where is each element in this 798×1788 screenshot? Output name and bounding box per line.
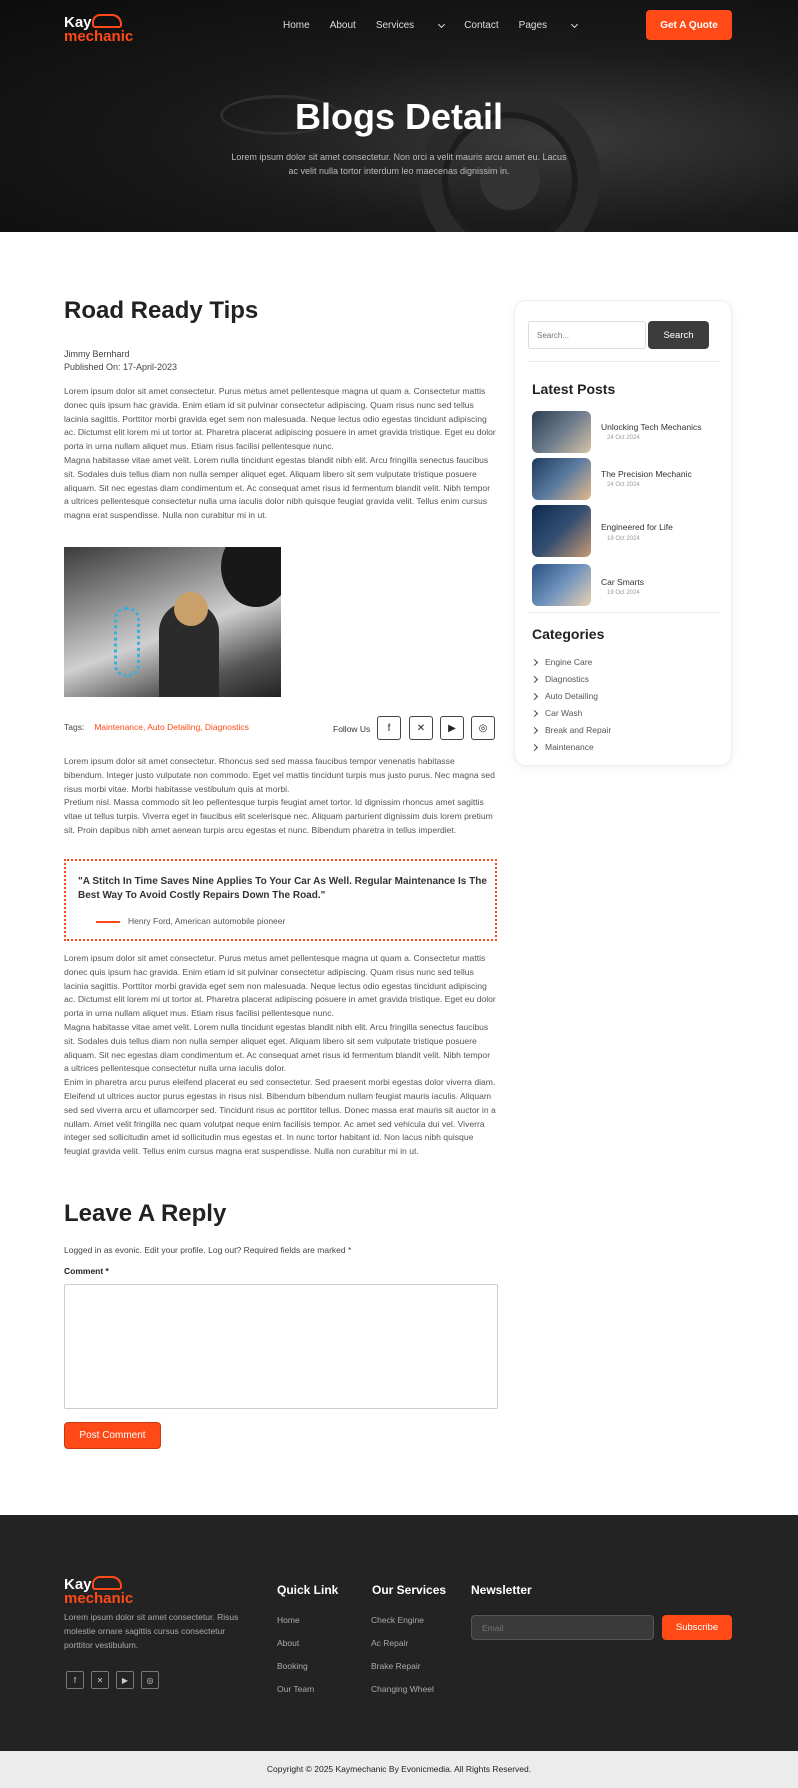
logo-word-2: mechanic: [64, 1590, 134, 1607]
footer-service-check-engine[interactable]: Check Engine: [371, 1615, 424, 1625]
car-icon: [92, 14, 122, 28]
post-image: [64, 547, 281, 697]
post-comment-button[interactable]: Post Comment: [64, 1422, 161, 1449]
youtube-icon[interactable]: ▶: [440, 716, 464, 740]
footer-link-booking[interactable]: Booking: [277, 1661, 308, 1671]
paragraph-5: Lorem ipsum dolor sit amet consectetur. Purus metus amet pellentesque magna ut quam a. Consectetur mattis donec quis ipsum hac gravida. Enim etiam id sit pulvinar consectetur adipiscing. Quam risus nunc sed tellus lacinia sagittis. Porttitor morbi gravida eget sem non malesuada. Neque lectus odio egestas tincidunt adipiscing ac. Dictumst elit lorem mi ut tortor at. Pharetra placerat adipiscing posuere in amet gravida tristique. Eget eu dolor porta in urna nullam aliquet mus. Etiam risus facilisi pellentesque nunc.: [64, 953, 496, 1019]
post-paragraph: [64, 385, 496, 523]
chevron-right-icon: [531, 692, 538, 699]
paragraph-4: Pretium nisl. Massa commodo sit leo pellentesque turpis feugiat amet tortor. Id dignissim rhoncus amet sagittis vitae ut tellus turpis. Viverra eget in faucibus elit scelerisque nec. Aliquam parturient dignissim duis lorem pretium sit. Proin dapibus nibh amet aenean turpis arcu egestas et nunc. Bibendum pharetra in tellus imperdiet.: [64, 797, 493, 835]
quick-link-title: Quick Link: [277, 1583, 339, 1597]
nav-services-label: Services: [375, 20, 415, 31]
post-meta: [64, 348, 177, 374]
chevron-down-icon: [571, 20, 578, 27]
latest-post-item[interactable]: [532, 505, 707, 557]
search-button[interactable]: Search: [648, 321, 709, 349]
category-item[interactable]: [532, 691, 598, 701]
instagram-icon[interactable]: ◎: [471, 716, 495, 740]
quote-author: Henry Ford, American automobile pioneer: [128, 916, 286, 926]
newsletter-email-input[interactable]: [471, 1615, 654, 1640]
category-item[interactable]: [532, 742, 594, 752]
quote-text: "A Stitch In Time Saves Nine Applies To Your Car As Well. Regular Maintenance Is The Best Way To Avoid Costly Repairs Down The Road.": [78, 876, 487, 901]
categories-title: Categories: [532, 626, 605, 642]
footer-service-ac-repair[interactable]: Ac Repair: [371, 1638, 409, 1648]
youtube-icon[interactable]: ▶: [116, 1671, 134, 1689]
nav-contact[interactable]: Contact: [464, 20, 499, 31]
car-icon: [92, 1576, 122, 1590]
divider: [528, 361, 720, 362]
latest-post-title: Car Smarts: [601, 577, 644, 587]
paragraph-1: Lorem ipsum dolor sit amet consectetur. Purus metus amet pellentesque magna ut quam a. Consectetur mattis donec quis ipsum hac gravida. Enim etiam id sit pulvinar consectetur adipiscing. Quam risus nunc sed tellus lacinia sagittis. Porttitor morbi gravida eget sem non malesuada. Neque lectus odio egestas tincidunt adipiscing ac. Dictumst elit lorem mi ut tortor at. Pharetra placerat adipiscing posuere in amet gravida tristique. Eget eu dolor porta in urna nullam aliquet mus. Etiam risus facilisi pellentesque nunc.: [64, 386, 496, 452]
latest-post-item[interactable]: [532, 411, 707, 457]
post-thumbnail: [532, 458, 591, 500]
category-item[interactable]: [532, 725, 611, 735]
get-quote-button[interactable]: Get A Quote: [646, 10, 732, 40]
chevron-right-icon: [531, 743, 538, 750]
chevron-down-icon: [438, 20, 445, 27]
quote-accent-line: [96, 921, 120, 923]
latest-post-title: Engineered for Life: [601, 522, 673, 532]
tags-links[interactable]: Maintenance, Auto Detailing, Diagnostics: [94, 722, 249, 732]
reply-title: Leave A Reply: [64, 1200, 227, 1227]
search-input[interactable]: [528, 321, 646, 349]
main-nav: [283, 20, 597, 31]
category-label: Break and Repair: [545, 725, 612, 735]
nav-about[interactable]: About: [329, 20, 356, 31]
mechanic-head-shape: [174, 592, 208, 626]
latest-post-item[interactable]: [532, 458, 707, 504]
our-services-title: Our Services: [372, 1583, 447, 1597]
nav-services[interactable]: [376, 20, 444, 31]
facebook-icon[interactable]: f: [377, 716, 401, 740]
blockquote: [64, 859, 497, 941]
category-label: Diagnostics: [545, 674, 589, 684]
footer-description: Lorem ipsum dolor sit amet consectetur. Risus molestie ornare sagittis cursus consectetur porttitor vestibulum.: [64, 1612, 239, 1650]
footer-link-about[interactable]: About: [277, 1638, 300, 1648]
paragraph-6: Magna habitasse vitae amet velit. Lorem nulla tincidunt egestas blandit nibh elit. Arcu fringilla senectus faucibus sit. Sodales duis tellus diam non nulla semper aliquet eget. Aliquam libero sit sem vulputate tristique posuere aliquam. Sit nec egestas diam condimentum et. Ac consequat amet risus id fermentum blandit velit. Nibh tempor a ultrices pellentesque consectetur nulla urna iaculis dolor.: [64, 1021, 491, 1074]
post-paragraph-3: [64, 952, 496, 1159]
footer-link-home[interactable]: Home: [277, 1615, 300, 1625]
facebook-icon[interactable]: f: [66, 1671, 84, 1689]
category-item[interactable]: [532, 657, 592, 667]
air-hose-shape: [114, 607, 140, 677]
comment-label: Comment *: [64, 1266, 109, 1276]
logo-word-1: Kay: [64, 1576, 92, 1593]
category-item[interactable]: [532, 674, 589, 684]
logo-word-1: Kay: [64, 14, 92, 31]
post-tags: [64, 722, 249, 732]
footer-link-team[interactable]: Our Team: [277, 1684, 315, 1694]
latest-post-date: 19 Oct 2024: [607, 536, 640, 542]
post-author: Jimmy Bernhard: [64, 349, 130, 359]
chevron-right-icon: [531, 658, 538, 665]
site-logo[interactable]: [64, 16, 133, 44]
paragraph-3: Lorem ipsum dolor sit amet consectetur. Rhoncus sed sed massa faucibus tempor venenatis habitasse bibendum. Integer justo vulputate non commodo. Eget vel mattis tincidunt turpis mus justo purus. Nec magna sed risus morbi vitae. Morbi habitasse vestibulum quis at morbi.: [64, 756, 495, 794]
post-date: Published On: 17-April-2023: [64, 362, 178, 372]
latest-post-date: 24 Oct 2024: [607, 435, 640, 441]
divider: [528, 612, 720, 613]
page-title: Blogs Detail: [294, 96, 504, 137]
post-thumbnail: [532, 411, 591, 453]
follow-label: Follow Us: [333, 724, 371, 734]
chevron-right-icon: [531, 675, 538, 682]
instagram-icon[interactable]: ◎: [141, 1671, 159, 1689]
post-title: Road Ready Tips: [64, 297, 259, 324]
paragraph-7: Enim in pharetra arcu purus eleifend placerat eu sed consectetur. Sed praesent morbi egestas dolor viverra diam. Eleifend ut ultrices auctor purus egestas in risus nisl. Bibendum bibendum nullam feugiat mauris iaculis. Aliquam sed sed viverra arcu et ullamcorper sed. Tincidunt risus ac porttitor tellus. Donec massa erat mauris sit auctor in a nullam. Amet velit fringilla nec quam volutpat neque enim facilisis tempor. Ac amet sed vehicula dui vel. Viverra integer sed sollicitudin amet id sollicitudin mus egestas et. In nunc tortor habitant id. Non lacus nibh quisque feugiat gravida velit. Tellus enim cursus magna erat suspendisse. Nulla non curabitur mi in ut.: [64, 1077, 496, 1157]
latest-post-title: The Precision Mechanic: [601, 469, 692, 479]
category-label: Maintenance: [545, 742, 594, 752]
chevron-right-icon: [531, 709, 538, 716]
latest-post-title: Unlocking Tech Mechanics: [601, 422, 702, 432]
category-label: Auto Detailing: [545, 691, 598, 701]
nav-home[interactable]: Home: [283, 20, 310, 31]
post-thumbnail: [532, 564, 591, 606]
tags-label: Tags:: [64, 722, 85, 732]
latest-post-date: 24 Oct 2024: [607, 482, 640, 488]
logo-word-2: mechanic: [64, 28, 134, 45]
category-item[interactable]: [532, 708, 582, 718]
logged-in-note: Logged in as evonic. Edit your profile. Log out? Required fields are marked *: [64, 1245, 352, 1255]
footer-service-brake-repair[interactable]: Brake Repair: [371, 1661, 421, 1671]
site-footer: [0, 1515, 798, 1751]
nav-pages[interactable]: [519, 20, 577, 31]
comment-textarea[interactable]: [64, 1284, 498, 1409]
chevron-right-icon: [531, 726, 538, 733]
footer-service-changing-wheel[interactable]: Changing Wheel: [371, 1684, 434, 1694]
latest-post-item[interactable]: [532, 564, 707, 610]
paragraph-2: Magna habitasse vitae amet velit. Lorem nulla tincidunt egestas blandit nibh elit. Arcu fringilla senectus faucibus sit. Sodales duis tellus diam non nulla semper aliquet eget. Aliquam libero sit sem vulputate tristique posuere aliquam. Sit nec egestas diam condimentum et. Ac consequat amet risus id fermentum blandit velit. Nibh tempor a ultrices pellentesque consectetur nulla urna iaculis dolor nibh quisque feugiat gravida velit. Tellus enim cursus magna erat suspendisse. Nulla non curabitur mi in ut.: [64, 454, 491, 521]
footer-logo[interactable]: [64, 1578, 133, 1606]
latest-post-date: 19 Oct 2024: [607, 590, 640, 596]
sidebar: [514, 300, 732, 766]
post-thumbnail: [532, 505, 591, 557]
newsletter-title: Newsletter: [471, 1583, 532, 1597]
copyright-bar: Copyright © 2025 Kaymechanic By Evonicmedia. All Rights Reserved.: [0, 1751, 798, 1788]
x-twitter-icon[interactable]: ✕: [91, 1671, 109, 1689]
subscribe-button[interactable]: Subscribe: [662, 1615, 732, 1640]
category-label: Engine Care: [545, 657, 593, 667]
category-label: Car Wash: [545, 708, 583, 718]
hero-banner: [0, 0, 798, 232]
nav-pages-label: Pages: [518, 20, 548, 31]
x-twitter-icon[interactable]: ✕: [409, 716, 433, 740]
tire-shape: [221, 547, 281, 607]
hero-subtitle: Lorem ipsum dolor sit amet consectetur. Non orci a velit mauris arcu amet eu. Lacus ac velit nulla tortor interdum leo maecenas dignissim in.: [231, 152, 567, 176]
latest-posts-title: Latest Posts: [532, 381, 616, 397]
post-paragraph-2: [64, 755, 496, 838]
